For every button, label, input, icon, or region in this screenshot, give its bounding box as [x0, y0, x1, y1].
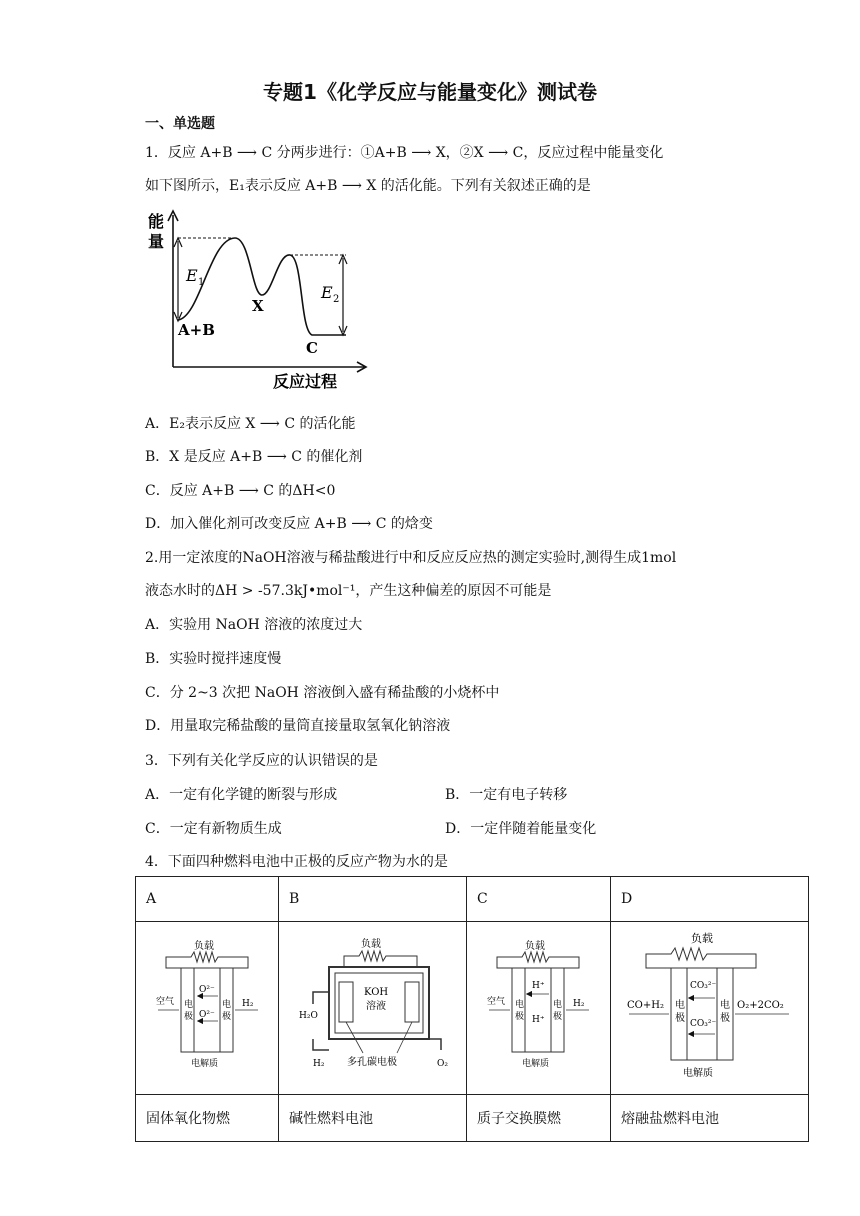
cell-a-h2: H₂ [242, 999, 254, 1009]
cell-b-h2: H₂ [313, 1059, 325, 1069]
c-product-label: C [306, 339, 318, 357]
cell-a-electrode-left-1: 电 [184, 1000, 194, 1010]
q2-stem-line2: 液态水时的ΔH > -57.3kJ•mol⁻¹，产生这种偏差的原因不可能是 [145, 583, 552, 599]
pem-cell-figure [477, 922, 600, 1090]
cell-a-ion-1: O²⁻ [199, 985, 215, 995]
q1-option-b: B．X 是反应 A+B ⟶ C 的催化剂 [145, 449, 363, 465]
x-axis-label: 反应过程 [273, 372, 338, 391]
cell-c-ion-2: H⁺ [532, 1015, 545, 1025]
y-label-2: 量 [148, 232, 165, 251]
page-title: 专题1《化学反应与能量变化》测试卷 [263, 80, 597, 104]
cell-a-electrode-left-2: 极 [184, 1012, 194, 1022]
cell-b-porous-electrode: 多孔碳电极 [347, 1057, 397, 1068]
q2-option-b: B．实验时搅拌速度慢 [145, 651, 282, 667]
header-a: A [136, 877, 279, 922]
cell-d-fuel: CO+H₂ [627, 1000, 664, 1011]
cell-c-electrode-right-2: 极 [553, 1012, 563, 1022]
cell-d-oxidant: O₂+2CO₂ [737, 1000, 784, 1011]
cell-b-solution: 溶液 [366, 1001, 386, 1012]
cell-d-electrode-right-1: 电 [720, 1000, 730, 1011]
energy-diagram [140, 205, 370, 395]
q3-option-b: B．一定有电子转移 [445, 787, 568, 803]
cell-d-electrode-left-2: 极 [675, 1013, 685, 1024]
cell-c-ion-1: H⁺ [532, 981, 545, 991]
cell-d-electrode-right-2: 极 [720, 1013, 730, 1024]
q2-stem-line1: 2.用一定浓度的NaOH溶液与稀盐酸进行中和反应反应热的测定实验时,测得生成1mol [145, 550, 677, 566]
cell-c-electrolyte: 电解质 [522, 1059, 550, 1069]
cell-d-ion-2: CO₃²⁻ [690, 1019, 717, 1029]
q3-option-d: D．一定伴随着能量变化 [445, 821, 597, 837]
solid-oxide-cell-figure [146, 922, 268, 1090]
cell-a-air: 空气 [156, 997, 175, 1007]
cell-c-air: 空气 [487, 997, 506, 1007]
cell-d-electrolyte: 电解质 [683, 1068, 713, 1079]
cell-d-load: 负载 [691, 932, 713, 945]
cell-b-diagram [279, 922, 467, 1095]
cell-d-ion-1: CO₃²⁻ [690, 981, 717, 991]
cell-c-diagram [467, 922, 611, 1095]
e2-subscript: 2 [333, 294, 340, 305]
x-intermediate-label: X [252, 297, 264, 315]
q3-option-c: C．一定有新物质生成 [145, 821, 282, 837]
cell-a-electrolyte: 电解质 [191, 1059, 219, 1069]
q4-stem: 4．下面四种燃料电池中正极的反应产物为水的是 [145, 854, 448, 870]
name-a: 固体氧化物燃 [136, 1095, 279, 1142]
cell-b-load: 负载 [361, 939, 381, 950]
cell-d-diagram [611, 922, 809, 1095]
q2-option-a: A．实验用 NaOH 溶液的浓度过大 [145, 617, 363, 633]
ab-label: A+B [178, 321, 215, 339]
cell-c-h2: H₂ [573, 999, 585, 1009]
q2-option-d: D．用量取完稀盐酸的量筒直接量取氢氧化钠溶液 [145, 718, 451, 734]
name-d: 熔融盐燃料电池 [611, 1095, 809, 1142]
q3-stem: 3．下列有关化学反应的认识错误的是 [145, 753, 378, 769]
header-b: B [279, 877, 467, 922]
cell-c-electrode-left-1: 电 [515, 1000, 525, 1010]
cell-a-electrode-right-1: 电 [222, 1000, 232, 1010]
q1-option-a: A．E₂表示反应 X ⟶ C 的活化能 [145, 416, 356, 432]
alkaline-cell-figure [289, 922, 456, 1090]
q1-option-c: C．反应 A+B ⟶ C 的ΔH<0 [145, 483, 336, 499]
cell-a-ion-2: O²⁻ [199, 1010, 215, 1020]
q1-option-d: D．加入催化剂可改变反应 A+B ⟶ C 的焓变 [145, 516, 433, 532]
cell-b-water: H₂O [299, 1011, 318, 1021]
y-label-1: 能 [148, 212, 165, 231]
header-c: C [467, 877, 611, 922]
name-b: 碱性燃料电池 [279, 1095, 467, 1142]
e2-label: E [321, 283, 333, 302]
e1-label: E [186, 266, 198, 285]
cell-c-electrode-left-2: 极 [515, 1012, 525, 1022]
q2-option-c: C．分 2~3 次把 NaOH 溶液倒入盛有稀盐酸的小烧杯中 [145, 685, 500, 701]
cell-a-electrode-right-2: 极 [222, 1012, 232, 1022]
cell-c-electrode-right-1: 电 [553, 1000, 563, 1010]
fuel-cell-table [135, 876, 809, 1142]
name-c: 质子交换膜燃 [467, 1095, 611, 1142]
cell-a-load: 负载 [194, 941, 214, 952]
cell-b-koh: KOH [364, 987, 389, 998]
e1-subscript: 1 [198, 277, 205, 288]
cell-a-diagram [136, 922, 279, 1095]
header-d: D [611, 877, 809, 922]
q1-stem-line2: 如下图所示，E₁表示反应 A+B ⟶ X 的活化能。下列有关叙述正确的是 [145, 178, 591, 194]
cell-c-load: 负载 [525, 941, 545, 952]
cell-d-electrode-left-1: 电 [675, 1000, 685, 1011]
molten-salt-cell-figure [621, 922, 798, 1090]
q3-option-a: A．一定有化学键的断裂与形成 [145, 787, 338, 803]
section-heading: 一、单选题 [145, 116, 215, 132]
cell-b-o2: O₂ [437, 1059, 448, 1069]
q1-stem-line1: 1．反应 A+B ⟶ C 分两步进行：①A+B ⟶ X，②X ⟶ C，反应过程中能量变化 [145, 145, 664, 161]
